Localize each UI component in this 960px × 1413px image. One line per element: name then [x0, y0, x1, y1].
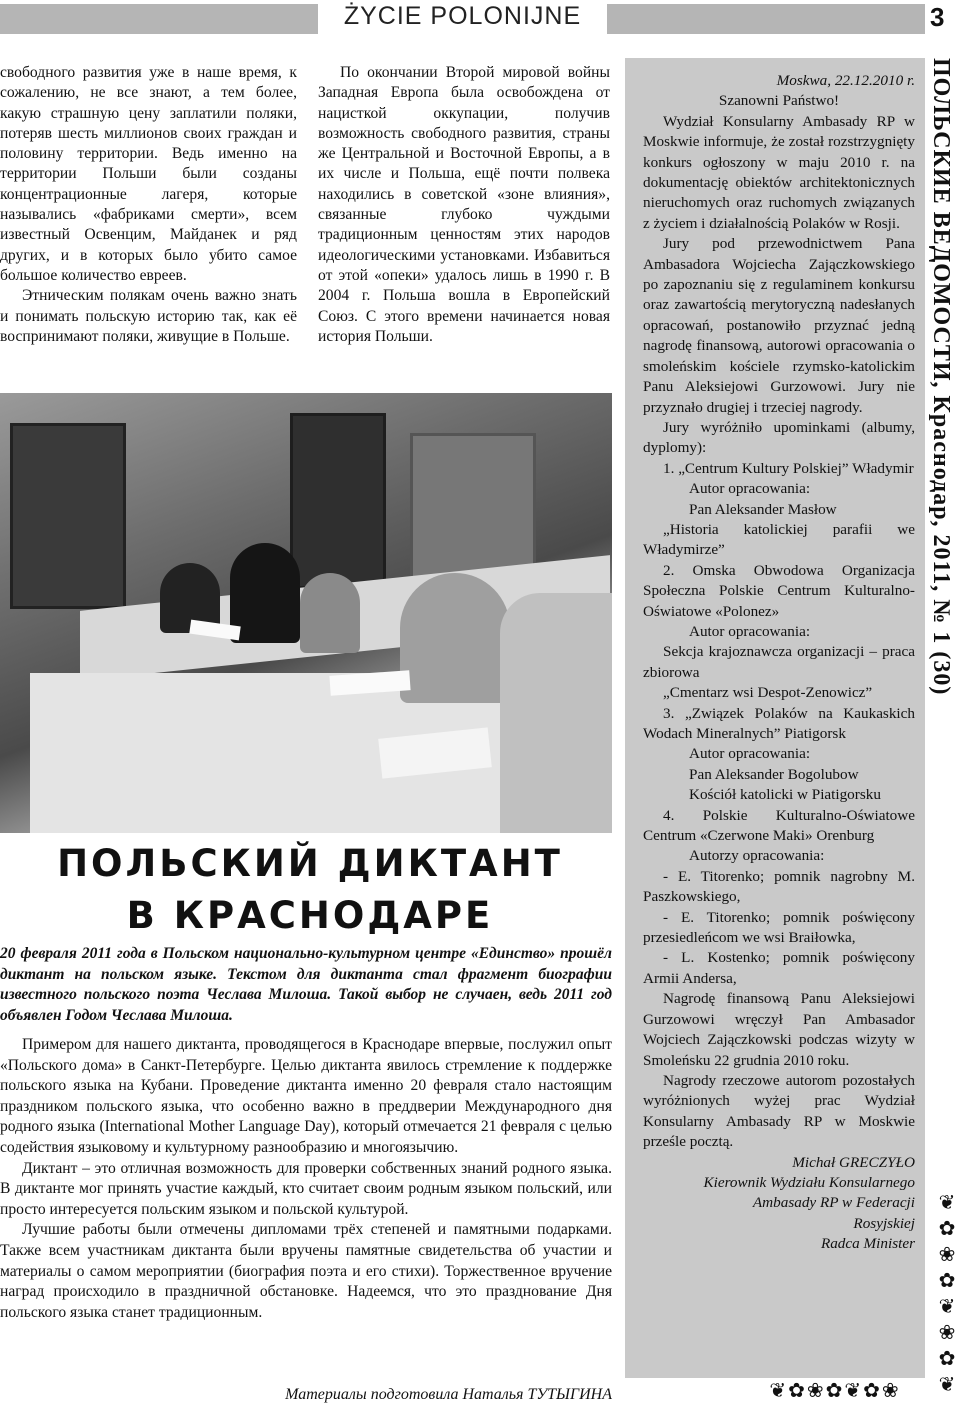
award-1-author: Pan Aleksander Masłow — [689, 500, 837, 518]
award-3-title: 3. „Związek Polaków na Kaukaskich Wodach Mineralnych” Piatigorsk — [643, 704, 915, 742]
column-left — [0, 63, 297, 347]
article-credit: Материалы подготовила Наталья ТУТЫГИНА — [285, 1386, 612, 1403]
signature-line-4: Rosyjskiej — [853, 1214, 915, 1232]
vertical-title — [928, 58, 960, 1358]
signature-name: Michał GRECZYŁO — [792, 1153, 915, 1171]
col1-paragraph-1: свободного развития уже в наше время, к сожалению, не все знают, а тем более, какую страшную цену заплатили поляки, потеряв шесть миллионов своих граждан и половину территории. Ведь именно на территории Польши были созданы концентрационные лагеря, которые назывались «фабриками смерти», всем известный Освенцим, Майданек и ряд других, и в которых было убито самое большое количество евреев. — [0, 64, 297, 284]
award-1-title: 1. „Centrum Kultury Polskiej” Władymir — [663, 459, 914, 477]
signature-line-2: Kierownik Wydziału Konsularnego — [703, 1173, 915, 1191]
photo-display-case — [10, 423, 126, 609]
photo-person — [500, 593, 612, 833]
sidebar-text — [643, 71, 915, 1255]
page-number: 3 — [930, 2, 945, 32]
article-photo — [0, 393, 612, 833]
column-middle — [318, 63, 610, 347]
col1-paragraph-2: Этническим полякам очень важно знать и понимать польскую историю так, как её воспринимают поляки, живущие в Польше. — [0, 287, 297, 345]
award-4-author-2: - E. Titorenko; pomnik poświęcony przesiedleńcom we wsi Braiłowka, — [643, 908, 915, 947]
article-paragraph-3: Лучшие работы были отмечены дипломами трёх степеней и памятными подарками. Также всем участникам диктанта были вручены памятные свидетельства об участии и материалы о самом мероприятии (биография поэта и его стихи). Торжественное вручение наград происходило в праздничной обстановке. Надеемся, что это празднование Дня польского языка станет традиционным. — [0, 1221, 612, 1321]
article-body — [0, 1035, 612, 1323]
award-3-author: Pan Aleksander Bogolubow — [689, 765, 859, 783]
signature-line-5: Radca Minister — [820, 1235, 915, 1253]
col2-paragraph-1: По окончании Второй мировой войны Западная Европа была освобождена от нацисткой оккупации, получив возможность свободного развития, страны же Центральной и Восточной Европы, а в их числе и Польша, ещё почти полвека находились в советской «зоне влияния», связанные глубоко чуждыми традиционным ценностям этих народов идеологическими установками. Избавиться от этой «опеки» удалось лишь в 1990 г. В 2004 г. Польша вошла в Европейский Союз. С этого времени начинается новая история Польши. — [318, 64, 610, 345]
award-4-author-3: - L. Kostenko; pomnik poświęcony Armii Andersa, — [643, 949, 915, 987]
letter-date: Moskwa, 22.12.2010 r. — [776, 72, 915, 89]
headline-line-1: ПОЛЬСКИЙ ДИКТАНТ — [57, 842, 563, 885]
article-lead: 20 февраля 2011 года в Польском национально-культурном центре «Единство» прошёл диктант на польском языке. Текстом для диктанта стал фрагмент биографии известного польского поэта Чеслава Милоша. Такой выбор не случаен, ведь 2011 год объявлен Годом Чеслава Милоша. — [0, 945, 612, 1024]
award-2-author-label: Autor opracowania: — [689, 622, 811, 640]
masthead: ŻYCIE POLONIJNE — [343, 2, 582, 30]
award-3-work: Kościół katolicki w Piatigorsku — [689, 786, 881, 804]
award-4-author-1: - E. Titorenko; pomnik nagrobny M. Paszkowskiego, — [643, 867, 915, 906]
award-2-title: 2. Omska Obwodowa Organizacja Społeczna Polskie Centrum Kulturalno-Oświatowe «Polonez» — [643, 561, 915, 620]
photo-person — [400, 573, 510, 703]
letter-paragraph-5: Nagrody rzeczowe autorom pozostałych wyróżnionych wyżej prac Wydział Konsularny Ambasady RP w Moskwie prześle pocztą. — [643, 1071, 915, 1151]
article-paragraph-1: Примером для нашего диктанта, проводящегося в Краснодаре впервые, послужил опыт «Польского дома» в Санкт-Петербурге. Целью диктанта явилось стремление к поддержке польского языка на Кубани. Проведение диктанта именно 20 февраля стало настоящим праздником польского языка, что особенно важно в преддверии Международного дня родного языка (International Mother Language Day), который отмечается 21 февраля с целью содействия языковому и культурному разнообразию и многоязычию. — [0, 1036, 612, 1156]
letter-paragraph-2: Jury pod przewodnictwem Pana Ambasadora Wojciecha Zajączkowskiego po zapoznaniu się z regulaminem konkursu oraz zawartością merytoryczną nadesłanych opracowań, postanowiło przyznać jedną nagrodę finansową, autorowi opracowania o smoleńskim kościele rzymsko-katolickim Panu Aleksiejowi Gurzowowi. Jury nie przyznało drugiej i trzeciej nagrody. — [643, 235, 915, 416]
award-2-work: „Cmentarz wsi Despot-Zenowicz” — [663, 684, 873, 702]
headline-line-2: В КРАСНОДАРЕ — [126, 894, 494, 937]
floral-ornament-icon: ❦✿❀✿❦✿❀ — [769, 1380, 901, 1402]
award-3-author-label: Autor opracowania: — [689, 745, 811, 763]
award-4-title: 4. Polskie Kulturalno-Oświatowe Centrum «Czerwone Maki» Orenburg — [643, 806, 915, 845]
header-bar-right — [607, 4, 925, 34]
letter-paragraph-3: Jury wyróżniło upominkami (albumy, dyplomy): — [643, 418, 915, 457]
photo-person — [300, 573, 360, 653]
photo-display-case — [290, 413, 386, 589]
award-2-author: Sekcja krajoznawcza organizacji – praca zbiorowa — [643, 643, 915, 681]
vertical-ornament-icon: ❦ ✿ ❀ ✿ ❦ ❀ ✿ ❦ — [938, 1192, 956, 1396]
letter-paragraph-1: Wydział Konsularny Ambasady RP w Moskwie informuje, że został rozstrzygnięty konkurs ogłoszony w maju 2010 r. na dokumentację obiektów architektonicznych nieruchomych oraz ruchomych związanych z życiem i działalnością Polaków w Rosji. — [643, 112, 915, 232]
article-headline — [20, 838, 600, 942]
award-1-author-label: Autor opracowania: — [689, 480, 811, 498]
award-4-author-label: Autorzy opracowania: — [689, 847, 825, 865]
signature-line-3: Ambasady RP w Federacji — [752, 1194, 915, 1212]
letter-paragraph-4: Nagrodę finansową Panu Aleksiejowi Gurzowowi wręczył Pan Ambasador Wojciech Zajączkowski podczas wizyty w Smoleńsku 22 grudnia 2010 roku. — [643, 990, 915, 1069]
article-paragraph-2: Диктант – это отличная возможность для проверки собственных знаний родного языка. В диктанте мог принять участие каждый, кто считает своим родным языком польский, или просто интересуется польским языком и польской культурой. — [0, 1159, 612, 1218]
vertical-title-text: ПОЛЬСКИЕ ВЕДОМОСТИ, Краснодар, 2011, № 1 (30) — [928, 58, 954, 696]
award-1-work: „Historia katolickiej parafii we Władymirze” — [643, 520, 915, 559]
header-bar-left — [0, 4, 318, 34]
letter-greeting: Szanowni Państwo! — [718, 92, 840, 110]
